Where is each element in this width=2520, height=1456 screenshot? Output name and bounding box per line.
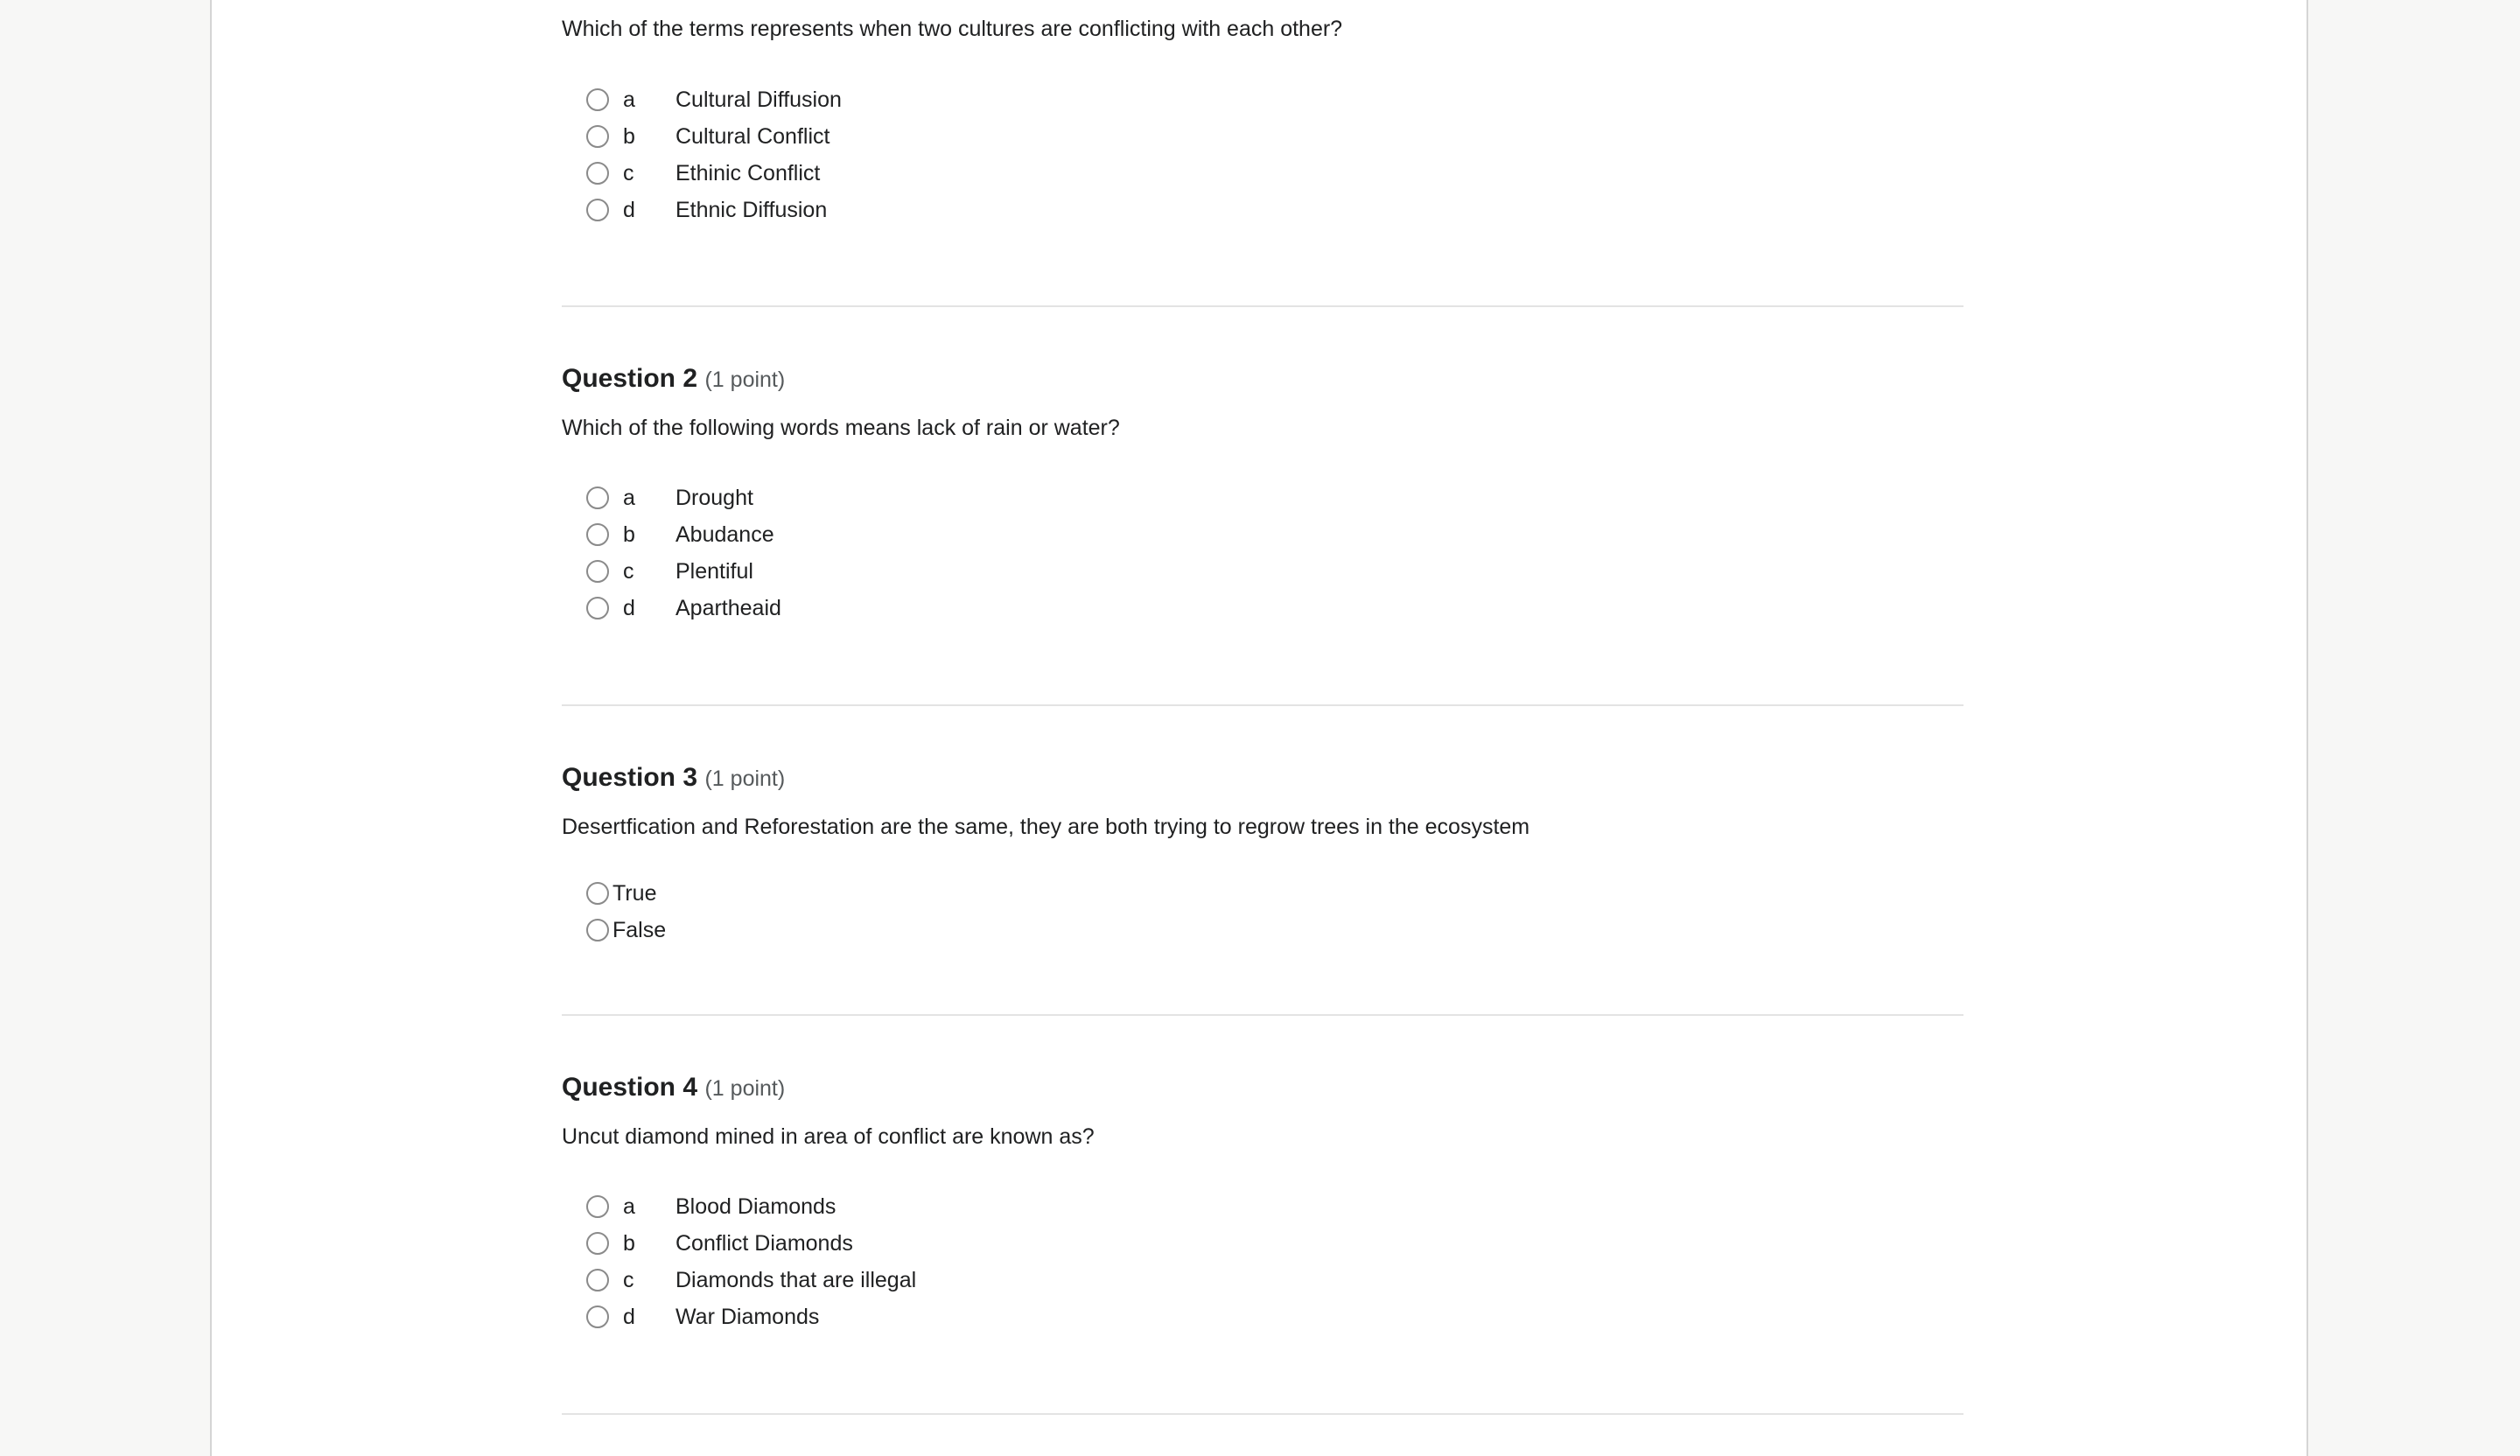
question-2-text: Which of the following words means lack of rain or water? xyxy=(562,416,1120,440)
question-4-option-b[interactable] xyxy=(586,1228,853,1259)
question-1-text: Which of the terms represents when two cultures are conflicting with each other? xyxy=(562,17,1343,41)
question-2-option-b[interactable] xyxy=(586,519,774,550)
option-label: Diamonds that are illegal xyxy=(676,1267,917,1292)
question-1-option-a[interactable] xyxy=(586,84,842,116)
option-label: Ethinic Conflict xyxy=(676,160,821,186)
option-label: Drought xyxy=(676,485,753,510)
question-divider xyxy=(562,305,1964,307)
question-points: (1 point) xyxy=(704,1076,786,1101)
option-letter: c xyxy=(623,1267,634,1292)
option-label: True xyxy=(612,880,657,906)
option-letter: d xyxy=(623,595,635,620)
question-4-option-a[interactable] xyxy=(586,1191,836,1222)
option-label: Cultural Diffusion xyxy=(676,87,842,112)
radio-button[interactable] xyxy=(586,597,609,620)
question-title: Question 4 xyxy=(562,1073,698,1102)
option-label: Conflict Diamonds xyxy=(676,1230,853,1256)
option-label: Cultural Conflict xyxy=(676,123,830,149)
option-letter: b xyxy=(623,1230,635,1256)
question-3-text: Desertfication and Reforestation are the same, they are both trying to regrow trees in the ecosystem xyxy=(562,815,1530,839)
radio-button[interactable] xyxy=(586,88,609,111)
option-letter: c xyxy=(623,160,634,186)
question-2-option-a[interactable] xyxy=(586,482,753,514)
question-4-header xyxy=(562,1074,785,1101)
option-letter: d xyxy=(623,1304,635,1329)
question-3-option-false[interactable] xyxy=(586,914,666,946)
quiz-page-panel xyxy=(210,0,2308,1456)
radio-button[interactable] xyxy=(586,1195,609,1218)
radio-button[interactable] xyxy=(586,1306,609,1328)
question-4-option-d[interactable] xyxy=(586,1301,819,1333)
radio-button[interactable] xyxy=(586,523,609,546)
question-divider xyxy=(562,1014,1964,1016)
question-title: Question 2 xyxy=(562,364,698,393)
option-letter: d xyxy=(623,197,635,222)
question-1-option-b[interactable] xyxy=(586,121,830,152)
option-label: Apartheaid xyxy=(676,595,781,620)
radio-button[interactable] xyxy=(586,1269,609,1292)
option-letter: b xyxy=(623,123,635,149)
radio-button[interactable] xyxy=(586,162,609,185)
radio-button[interactable] xyxy=(586,125,609,148)
radio-button[interactable] xyxy=(586,486,609,509)
radio-button[interactable] xyxy=(586,1232,609,1255)
option-label: Plentiful xyxy=(676,558,753,584)
question-1-option-d[interactable] xyxy=(586,194,827,226)
question-2-option-d[interactable] xyxy=(586,592,781,624)
option-label: Blood Diamonds xyxy=(676,1194,836,1219)
option-label: False xyxy=(612,917,667,942)
question-points: (1 point) xyxy=(704,766,786,791)
question-3-option-true[interactable] xyxy=(586,878,656,909)
question-2-header xyxy=(562,366,785,392)
option-letter: a xyxy=(623,87,635,112)
option-letter: c xyxy=(623,558,634,584)
radio-button[interactable] xyxy=(586,199,609,221)
question-divider xyxy=(562,704,1964,706)
radio-button[interactable] xyxy=(586,919,609,942)
question-title: Question 3 xyxy=(562,763,698,792)
option-letter: b xyxy=(623,522,635,547)
question-2-option-c[interactable] xyxy=(586,556,753,587)
question-points: (1 point) xyxy=(704,368,786,392)
question-1-option-c[interactable] xyxy=(586,158,820,189)
question-4-text: Uncut diamond mined in area of conflict are known as? xyxy=(562,1124,1095,1149)
option-label: Abudance xyxy=(676,522,774,547)
radio-button[interactable] xyxy=(586,560,609,583)
option-letter: a xyxy=(623,1194,635,1219)
radio-button[interactable] xyxy=(586,882,609,905)
option-label: Ethnic Diffusion xyxy=(676,197,828,222)
option-label: War Diamonds xyxy=(676,1304,820,1329)
question-4-option-c[interactable] xyxy=(586,1264,916,1296)
question-3-header xyxy=(562,765,785,791)
question-divider xyxy=(562,1413,1964,1415)
option-letter: a xyxy=(623,485,635,510)
